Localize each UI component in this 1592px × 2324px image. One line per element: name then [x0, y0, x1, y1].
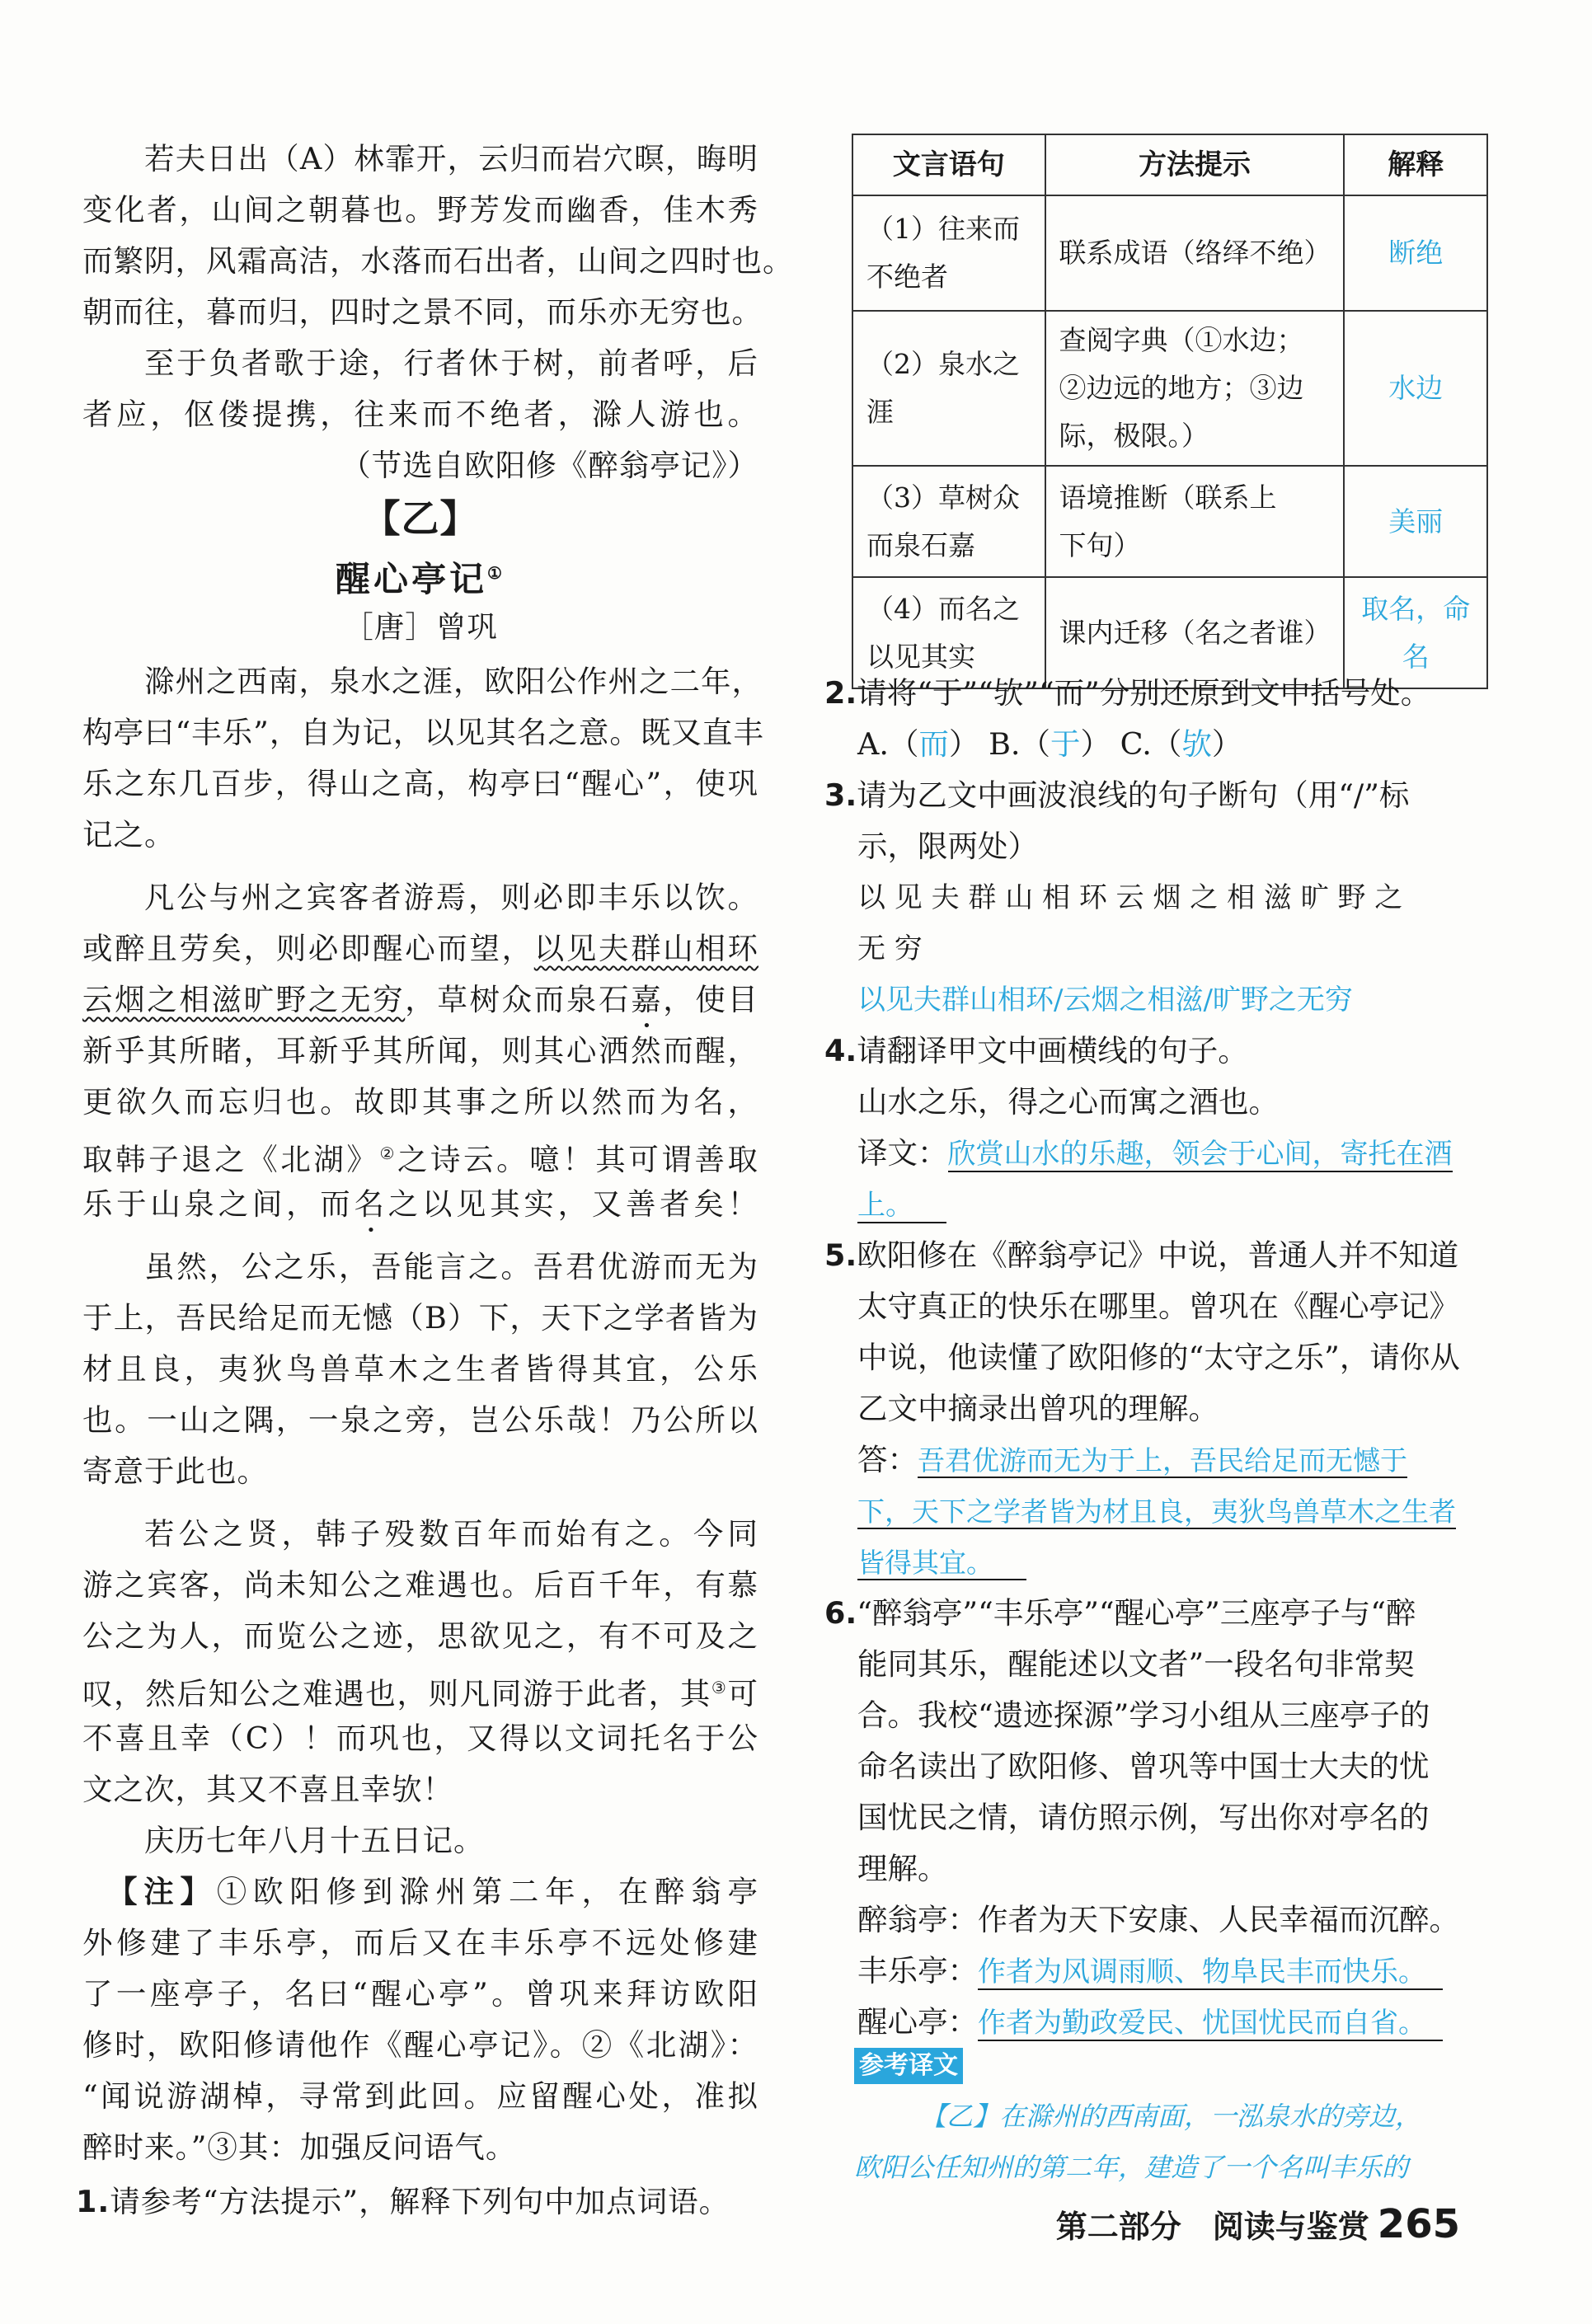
note-line: “闻说游湖棹，寻常到此回。应留醒心处，准拟: [82, 2078, 758, 2114]
yi-text-line: 乐之东几百步，得山之高，构亭曰“醒心”，使巩: [82, 766, 758, 801]
note-line: 【注】①欧阳修到滁州第二年，在醉翁亭: [107, 1874, 759, 1909]
yi-text-line: 公之为人，而览公之迹，思欲见之，有不可及之: [82, 1618, 758, 1654]
question-6-answer: 丰乐亭：作者为风调雨顺、物阜民丰而快乐。: [857, 1946, 1500, 1998]
table-cell-sentence: （4）而名之 以见其实: [852, 577, 1045, 688]
yi-text-line: 取韩子退之《北湖》②之诗云。噫！其可谓善取: [82, 1142, 758, 1178]
dotted-word: 嘉: [631, 982, 664, 1017]
yi-header: 【乙】: [362, 496, 479, 541]
question-1: 1.请参考“方法提示”，解释下列句中加点词语。: [76, 2184, 730, 2219]
yi-author: ［唐］曾巩: [343, 609, 498, 645]
jia-text-line: 至于负者歌于途，行者休于树，前者呼，后: [144, 345, 758, 381]
table-cell-answer: 水边: [1344, 311, 1487, 466]
jia-text-line: 而繁阴，风霜高洁，水落而石出者，山间之四时也。: [82, 243, 794, 279]
table-header: 方法提示: [1045, 134, 1345, 195]
note-mark: ③: [711, 1678, 728, 1697]
method-table: [852, 134, 1488, 689]
question-3-line: 示，限两处）: [857, 829, 1038, 864]
jia-text-line: 者应，伛偻提携，往来而不绝者，滁人游也。: [82, 397, 758, 432]
question-6: 6.“醉翁亭”“丰乐亭”“醒心亭”三座亭子与“醉: [824, 1595, 1416, 1631]
reference-translation-tag: 参考译文: [854, 2048, 963, 2084]
section-label: 第二部分 阅读与鉴赏: [1055, 2209, 1369, 2245]
table-cell-hint: 课内迁移（名之者谁）: [1045, 577, 1345, 688]
question-5: 5.欧阳修在《醉翁亭记》中说，普通人并不知道: [824, 1237, 1459, 1273]
yi-text-line: 记之。: [82, 817, 176, 852]
table-cell-sentence: （3）草树众 而泉石嘉: [852, 466, 1045, 577]
note-line: 修时，欧阳修请他作《醒心亭记》。②《北湖》：: [82, 2027, 758, 2063]
question-4-answer: 译文：欣赏山水的乐趣，领会于心间，寄托在酒: [857, 1135, 1453, 1171]
translation-line: 【乙】在滁州的西南面，一泓泉水的旁边，: [920, 2101, 1422, 2132]
note-mark: ②: [379, 1143, 397, 1163]
answer-b: 于: [1050, 726, 1081, 762]
question-6-example: 醉翁亭：作者为天下安康、人民幸福而沉醉。: [857, 1902, 1459, 1937]
jia-source: （节选自欧阳修《醉翁亭记》）: [340, 448, 758, 483]
wavy-sentence: 以见夫群山相环: [533, 931, 758, 966]
table-row: [852, 466, 1487, 577]
page-footer: [1056, 2201, 1460, 2247]
yi-text-line: 滁州之西南，泉水之涯，欧阳公作州之二年，: [144, 664, 763, 699]
yi-text-line: 叹，然后知公之难遇也，则凡同游于此者，其③可: [82, 1676, 758, 1712]
question-3-sentence: 无 穷: [857, 932, 923, 965]
yi-text-line: 乐于山泉之间，而名之以见其实，又善者矣！: [82, 1186, 759, 1222]
yi-text-line: 寄意于此也。: [82, 1453, 268, 1489]
page-number: 265: [1377, 2201, 1460, 2247]
yi-text-line: 虽然，公之乐，吾能言之。吾君优游而无为: [144, 1249, 758, 1284]
question-5-line: 太守真正的快乐在哪里。曾巩在《醒心亭记》: [857, 1289, 1459, 1324]
question-3: 3.请为乙文中画波浪线的句子断句（用“/”标: [824, 777, 1410, 813]
question-6-line: 合。我校“遗迹探源”学习小组从三座亭子的: [857, 1697, 1430, 1733]
question-5-answer: 答：吾君优游而无为于上，吾民给足而无憾于: [857, 1442, 1407, 1477]
yi-text-line: 新乎其所睹，耳新乎其所闻，则其心洒然而醒，: [82, 1033, 758, 1068]
note-mark: ①: [487, 563, 505, 583]
answer-a: 而: [918, 726, 949, 762]
yi-text-line: 若公之贤，韩子殁数百年而始有之。今同: [144, 1516, 758, 1552]
answer-c: 欤: [1181, 726, 1212, 762]
question-4-answer: 上。: [857, 1179, 1500, 1231]
translation-line: 欧阳公任知州的第二年，建造了一个名叫丰乐的: [854, 2152, 1409, 2183]
question-3-sentence: 以 见 夫 群 山 相 环 云 烟 之 相 滋 旷 野 之: [857, 881, 1403, 914]
table-cell-hint: 联系成语（络绎不绝）: [1045, 195, 1345, 311]
yi-text-line: 不喜且幸（C）！而巩也，又得以文词托名于公: [82, 1721, 758, 1756]
yi-title: 醒心亭记①: [336, 559, 505, 599]
question-6-line: 命名读出了欧阳修、曾巩等中国士大夫的忧: [857, 1749, 1430, 1784]
question-2-answers: A.（而） B.（于） C.（欤）: [857, 726, 1242, 762]
question-6-answer: 醒心亭：作者为勤政爱民、忧国忧民而自省。: [857, 1997, 1500, 2049]
wavy-sentence: 云烟之相滋旷野之无穷: [82, 982, 406, 1017]
table-row: [852, 311, 1487, 466]
question-4: 4.请翻译甲文中画横线的句子。: [824, 1033, 1248, 1068]
table-cell-sentence: （1）往来而 不绝者: [852, 195, 1045, 311]
yi-text-line: 文之次，其又不喜且幸欤！: [82, 1772, 453, 1807]
jia-text-line: 若夫日出（A）林霏开，云归而岩穴暝，晦明: [144, 141, 758, 176]
yi-text-line: 构亭曰“丰乐”，自为记，以见其名之意。既又直丰: [82, 715, 764, 750]
table-cell-hint: 查阅字典（①水边； ②边远的地方；③边 际，极限。）: [1045, 311, 1345, 466]
jia-text-line: 朝而往，暮而归，四时之景不同，而乐亦无穷也。: [82, 294, 763, 330]
yi-text-line: 或醉且劳矣，则必即醒心而望，以见夫群山相环: [82, 931, 758, 966]
table-header: 解释: [1344, 134, 1487, 195]
table-row: [852, 195, 1487, 311]
yi-text-line: 凡公与州之宾客者游焉，则必即丰乐以饮。: [144, 880, 758, 915]
jia-text-line: 变化者，山间之朝暮也。野芳发而幽香，佳木秀: [82, 192, 758, 228]
table-cell-answer: 取名，命名: [1344, 577, 1487, 688]
question-5-answer: 下，天下之学者皆为材且良，夷狄鸟兽草木之生者: [857, 1495, 1456, 1528]
table-cell-answer: 断绝: [1344, 195, 1487, 311]
table-cell-answer: 美丽: [1344, 466, 1487, 577]
yi-text-line: 材且良，夷狄鸟兽草木之生者皆得其宜，公乐: [82, 1351, 758, 1387]
yi-text-line: 云烟之相滋旷野之无穷，草树众而泉石嘉，使目: [82, 982, 758, 1017]
table-cell-sentence: （2）泉水之涯: [852, 311, 1045, 466]
dotted-word: 名: [354, 1186, 388, 1222]
note-label: 【注】: [107, 1874, 217, 1909]
question-3-answer: 以见夫群山相环/云烟之相滋/旷野之无穷: [857, 984, 1353, 1016]
table-header: 文言语句: [852, 134, 1045, 195]
question-4-sentence: 山水之乐，得之心而寓之酒也。: [857, 1084, 1279, 1120]
note-line: 了一座亭子，名曰“醒心亭”。曾巩来拜访欧阳: [82, 1976, 758, 2012]
question-6-line: 理解。: [857, 1851, 948, 1886]
table-cell-hint: 语境推断（联系上 下句）: [1045, 466, 1345, 577]
yi-text-line: 游之宾客，尚未知公之难遇也。后百千年，有慕: [82, 1567, 758, 1603]
question-6-line: 能同其乐，醒能述以文者”一段名句非常契: [857, 1646, 1415, 1682]
question-2: 2.请将“于”“欤”“而”分别还原到文中括号处。: [824, 675, 1431, 711]
table-header-row: [852, 134, 1487, 195]
yi-text-line: 于上，吾民给足而无憾（B）下，天下之学者皆为: [82, 1300, 758, 1336]
question-5-line: 中说，他读懂了欧阳修的“太守之乐”，请你从: [857, 1340, 1460, 1375]
question-6-line: 国忧民之情，请仿照示例，写出你对亭名的: [857, 1800, 1430, 1835]
yi-text-line: 更欲久而忘归也。故即其事之所以然而为名，: [82, 1084, 758, 1120]
note-line: 外修建了丰乐亭，而后又在丰乐亭不远处修建: [82, 1925, 758, 1960]
note-line: 醉时来。”③其：加强反问语气。: [82, 2129, 517, 2165]
question-5-line: 乙文中摘录出曾巩的理解。: [857, 1391, 1219, 1426]
question-5-answer: 皆得其宜。: [857, 1537, 1500, 1589]
yi-date: 庆历七年八月十五日记。: [144, 1823, 485, 1858]
yi-text-line: 也。一山之隅，一泉之旁，岂公乐哉！乃公所以: [82, 1402, 758, 1438]
